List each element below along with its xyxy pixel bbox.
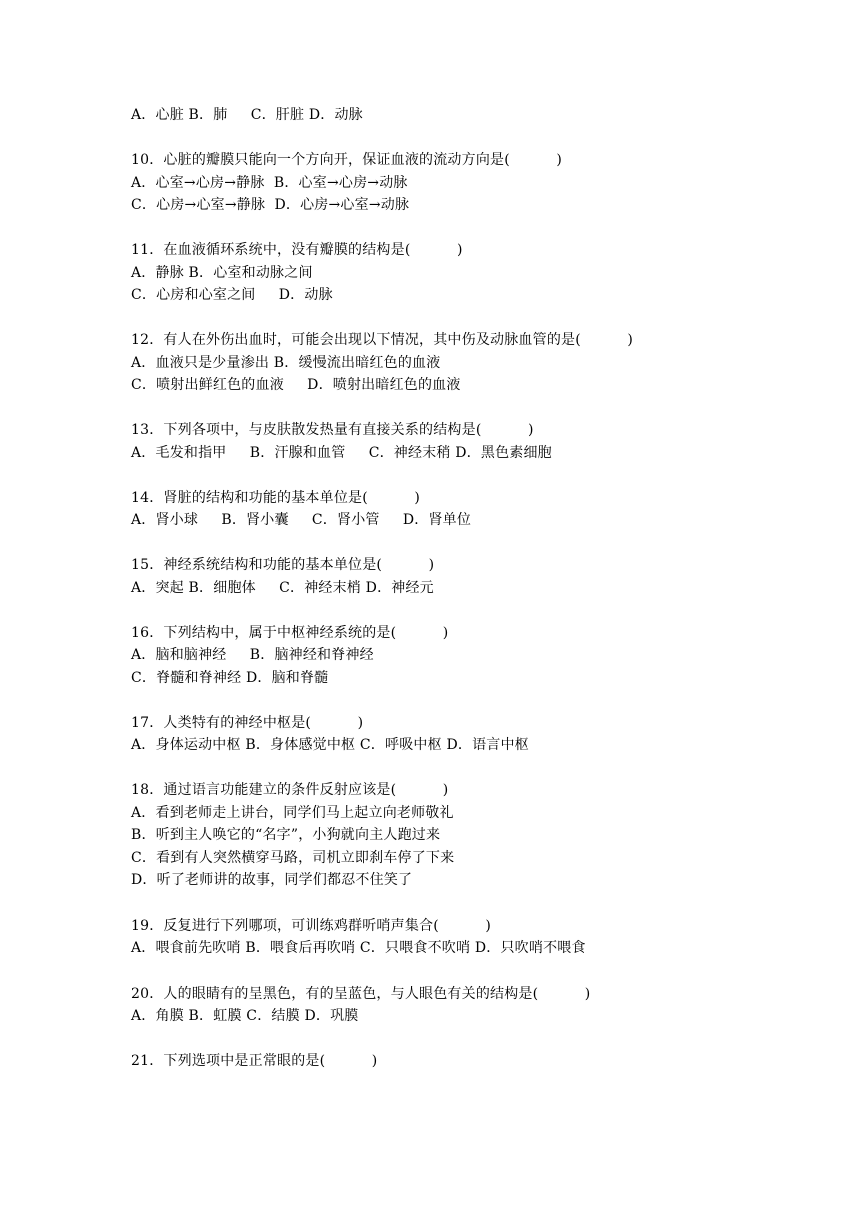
q15-stem: 15．神经系统结构和功能的基本单位是( )	[131, 557, 435, 573]
q14-stem: 14．肾脏的结构和功能的基本单位是( )	[131, 490, 421, 506]
q19-options: A．喂食前先吹哨 B．喂食后再吹哨 C．只喂食不吹哨 D．只吹哨不喂食	[131, 940, 586, 956]
q12-stem: 12．有人在外伤出血时，可能会出现以下情况，其中伤及动脉血管的是( )	[131, 332, 634, 348]
q18-stem: 18．通过语言功能建立的条件反射应该是( )	[131, 782, 449, 798]
q16-options-ab: A．脑和脑神经 B．脑神经和脊神经	[131, 647, 374, 663]
q21-stem: 21．下列选项中是正常眼的是( )	[131, 1053, 378, 1069]
q20-stem: 20．人的眼睛有的呈黑色，有的呈蓝色，与人眼色有关的结构是( )	[131, 986, 591, 1002]
q19-stem: 19．反复进行下列哪项，可训练鸡群听哨声集合( )	[131, 918, 492, 934]
q15-options: A．突起 B．细胞体 C．神经末梢 D．神经元	[131, 580, 434, 596]
q10-options-ab: A．心室→心房→静脉 B．心室→心房→动脉	[131, 175, 408, 191]
q18-option-c: C．看到有人突然横穿马路，司机立即刹车停了下来	[131, 850, 455, 866]
q12-options-ab: A．血液只是少量渗出 B．缓慢流出暗红色的血液	[131, 355, 441, 371]
q13-options: A．毛发和指甲 B．汗腺和血管 C．神经末稍 D．黑色素细胞	[131, 445, 552, 461]
q18-option-a: A．看到老师走上讲台，同学们马上起立向老师敬礼	[131, 805, 454, 821]
q17-stem: 17．人类特有的神经中枢是( )	[131, 715, 364, 731]
q11-options-ab: A．静脉 B．心室和动脉之间	[131, 265, 313, 281]
q11-stem: 11．在血液循环系统中，没有瓣膜的结构是( )	[131, 242, 463, 258]
q18-option-d: D．听了老师讲的故事，同学们都忍不住笑了	[131, 872, 413, 888]
q16-stem: 16．下列结构中，属于中枢神经系统的是( )	[131, 625, 449, 641]
q17-options: A．身体运动中枢 B．身体感觉中枢 C．呼吸中枢 D．语言中枢	[131, 737, 529, 753]
q14-options: A．肾小球 B．肾小囊 C．肾小管 D．肾单位	[131, 512, 472, 528]
q9-options: A．心脏 B．肺 C．肝脏 D．动脉	[131, 107, 363, 123]
q20-options: A．角膜 B．虹膜 C．结膜 D．巩膜	[131, 1008, 359, 1024]
q10-stem: 10．心脏的瓣膜只能向一个方向开，保证血液的流动方向是( )	[131, 152, 563, 168]
q10-options-cd: C．心房→心室→静脉 D．心房→心室→动脉	[131, 197, 410, 213]
q18-option-b: B．听到主人唤它的“名字”，小狗就向主人跑过来	[131, 827, 441, 843]
q13-stem: 13．下列各项中，与皮肤散发热量有直接关系的结构是( )	[131, 422, 534, 438]
q16-options-cd: C．脊髓和脊神经 D．脑和脊髓	[131, 670, 329, 686]
q11-options-cd: C．心房和心室之间 D．动脉	[131, 287, 333, 303]
q12-options-cd: C．喷射出鲜红色的血液 D．喷射出暗红色的血液	[131, 377, 461, 393]
